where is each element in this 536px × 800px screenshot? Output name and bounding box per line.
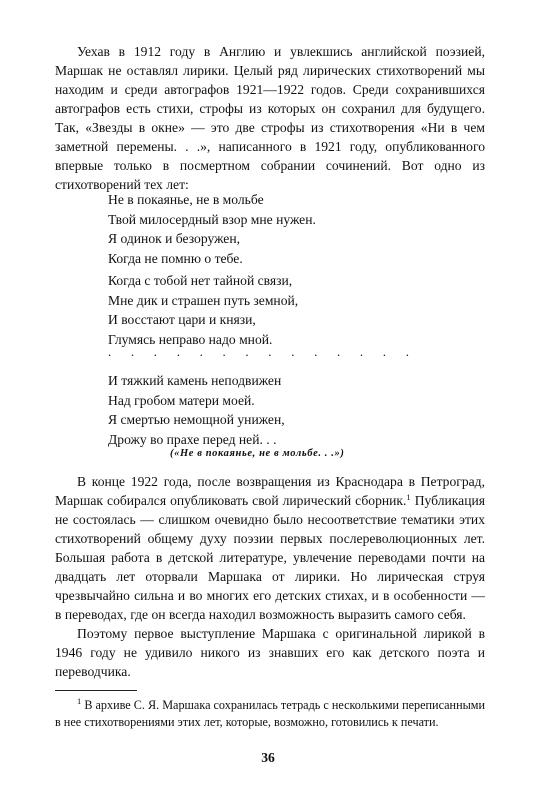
footnote-divider — [55, 690, 137, 691]
poem-line: Дрожу во прахе перед ней. . . — [108, 431, 277, 447]
poem-line: Глумясь неправо надо мной. — [108, 331, 273, 347]
poem-stanza-3 — [108, 371, 408, 449]
main-text-continued — [55, 472, 485, 681]
footnote-text: В архиве С. Я. Маршака сохранилась тетрадь с несколькими переписанными в нее стихотворениями этих лет, которые, возможно, готовились к печати. — [55, 698, 486, 729]
poem-line: Когда с тобой нет тайной связи, — [108, 273, 293, 288]
poem-line: Твой милосердный взор мне нужен. — [108, 211, 316, 227]
poem-line: Когда не помню о тебе. — [108, 250, 243, 266]
page-number: 36 — [261, 750, 275, 765]
paragraph-2-rest: Публикация не состоялась — слишком очевидно было несоответствие тематики этих стихотворений общему духу поэзии первых послереволюционных лет. Большая работа в детской литературе, увлечение переводами почти на двадцать лет оторвали Маршака от лирики. Но лирическая струя чрезвычайно сильна и во многих его детских стихах, и в особенности — в переводах, где он всегда находил возможность выразить самого себя. — [55, 493, 485, 622]
paragraph-2 — [55, 472, 485, 624]
main-text — [55, 42, 485, 194]
poem-line: Не в покаянье, не в мольбе — [108, 192, 264, 207]
paragraph-3: Поэтому первое выступление Маршака с оригинальной лирикой в 1946 году не удивило никого из знавших его как детского поэта и переводчика. — [55, 626, 485, 679]
intro-paragraph: Уехав в 1912 году в Англию и увлекшись английской поэзией, Маршак не оставлял лирики. Целый ряд лирических стихотворений мы находим и среди автографов 1921—1922 годов. Среди сохранившихся автографов есть стихи, строфы из которых он сохранил для будущего. Так, «Звезды в окне» — это две строфы из стихотворения «Ни в чем заметной перемены. . .», написанного в 1921 году, опубликованного впервые только в посмертном собрании сочинений. Вот одно из стихотворений тех лет: — [55, 44, 485, 192]
poem-line: Я одинок и безоружен, — [108, 231, 240, 246]
poem-stanza-1 — [108, 190, 408, 268]
poem-line: И тяжкий камень неподвижен — [108, 373, 282, 388]
poem-line: Мне дик и страшен путь земной, — [108, 292, 299, 308]
paragraph-2-start: В конце 1922 года, после возвращения из Краснодара в Петроград, Маршак собирался опубликовать свой лирический сборник. — [55, 474, 485, 508]
poem-omission-dots: . . . . . . . . . . . . . . — [108, 344, 418, 359]
poem-line: Я смертью немощной унижен, — [108, 412, 285, 427]
poem-line: Над гробом матери моей. — [108, 392, 255, 408]
poem-line: И восстают цари и князи, — [108, 312, 256, 327]
footnote-number: 1 — [77, 696, 82, 706]
poem-attribution: («Не в покаянье, не в мольбе. . .») — [170, 448, 345, 459]
poem-stanza-2 — [108, 271, 408, 349]
footnote — [55, 697, 485, 730]
footnote-marker: 1 — [406, 492, 411, 502]
